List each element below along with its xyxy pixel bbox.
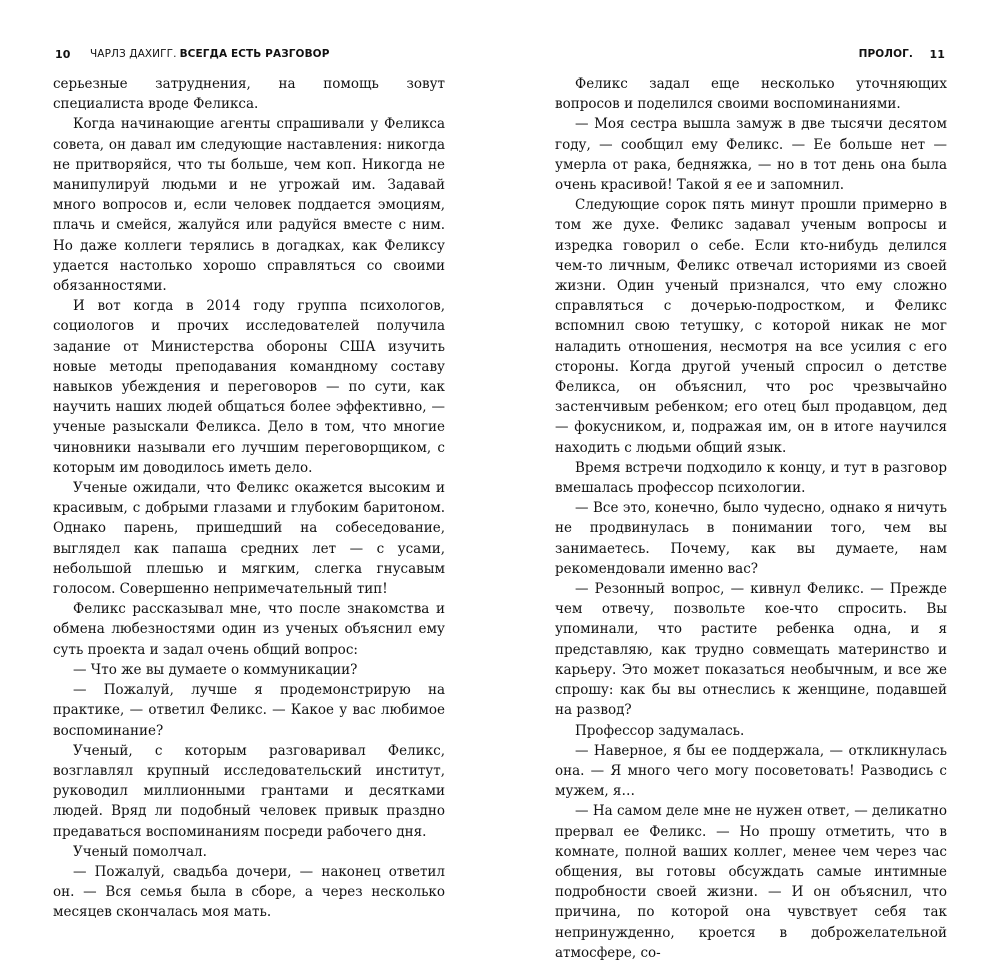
left-header-title: [90, 48, 330, 60]
paragraph: Следующие сорок пять минут прошли примерно в том же духе. Феликс задавал ученым вопросы и изредка говорил о себе. Если кто-нибудь делился чем-то личным, Феликс отвечал историями из своей жизни. Один ученый признался, что ему сложно справляться с дочерью-подростком, и Феликс вспомнил свою тетушку, с которой никак не мог наладить отношения, несмотря на все усилия с его стороны. Когда другой ученый спросил о детстве Феликса, он объяснил, что рос чрезвычайно застенчивым ребенком; его отец был продавцом, дед — фокусником, и, подражая им, он в итоге научился находить с людьми общий язык.: [555, 197, 947, 456]
paragraph: серьезные затруднения, на помощь зовут специалиста вроде Феликса.: [53, 76, 445, 113]
paragraph: И вот когда в 2014 году группа психологов, социологов и прочих исследователей получила задание от Министерства обороны США изучить новые методы преподавания командному составу навыков убеждения и переговоров — по сути, как научить наших людей общаться более эффективно, — ученые разыскали Феликса. Дело в том, что многие чиновники называли его лучшим переговорщиком, с которым им доводилось иметь дело.: [53, 298, 445, 476]
author-name: ЧАРЛЗ ДАХИГГ.: [90, 48, 177, 60]
dialogue-line: — Наверное, я бы ее поддержала, — откликнулась она. — Я много чего могу посоветовать! Разводись с мужем, я…: [555, 742, 947, 800]
dialogue-line: — Что же вы думаете о коммуникации?: [73, 661, 358, 678]
paragraph: Феликс рассказывал мне, что после знакомства и обмена любезностями один из ученых объяснил ему суть проекта и задал очень общий вопрос:: [53, 601, 445, 658]
paragraph: Ученый помолчал.: [73, 843, 207, 860]
paragraph: Ученый, с которым разговаривал Феликс, возглавлял крупный исследовательский институт, руководил миллионными грантами и десятками людей. Вряд ли подобный человек привык праздно предаваться воспоминаниям посреди рабочего дня.: [53, 742, 445, 840]
dialogue-line: — На самом деле мне не нужен ответ, — деликатно прервал ее Феликс. — Но прошу отметить, что в комнате, полной ваших коллег, менее чем через час общения, вы готовы обсуждать самые интимные подробности своей жизни. — И он объяснил, что причина, по которой она чувствует себя так непринужденно, кроется в доброжелательной атмосфере, со-: [555, 803, 947, 961]
right-page-number: 11: [929, 48, 945, 61]
paragraph: Время встречи подходило к концу, и тут в разговор вмешалась профессор психологии.: [555, 459, 947, 497]
right-page: [555, 0, 947, 961]
paragraph: Феликс задал еще несколько уточняющих вопросов и поделился своими воспоминаниями.: [555, 76, 947, 113]
dialogue-line: — Резонный вопрос, — кивнул Феликс. — Прежде чем отвечу, позвольте кое-что спросить. Вы упоминали, что растите ребенка одна, и я представляю, как трудно совмещать материнство и карьеру. Это может показаться необычным, и все же спрошу: как бы вы отнеслись к женщине, подавшей на развод?: [555, 581, 947, 719]
right-page-body: [555, 74, 947, 963]
right-running-header: [555, 48, 947, 64]
left-page-number: 10: [55, 48, 71, 61]
left-page: [53, 0, 445, 921]
paragraph: Профессор задумалась.: [575, 722, 745, 739]
paragraph: Когда начинающие агенты спрашивали у Феликса совета, он давал им следующие наставления: никогда не притворяйся, что ты больше, чем коп. Никогда не манипулируй людьми и не угрожай им. Задавай много вопросов и, если человек поддается эмоциям, плачь и смейся, жалуйся или радуйся вместе с ним. Но даже коллеги терялись в догадках, как Феликсу удается настолько хорошо справляться со своими обязанностями.: [53, 116, 445, 295]
dialogue-line: — Моя сестра вышла замуж в две тысячи десятом году, — сообщил ему Феликс. — Ее больше нет — умерла от рака, бедняжка, — но в тот день она была очень красивой! Такой я ее и запомнил.: [555, 116, 947, 194]
left-page-body: [53, 74, 445, 923]
book-title: ВСЕГДА ЕСТЬ РАЗГОВОР: [179, 48, 330, 60]
paragraph: Ученые ожидали, что Феликс окажется высоким и красивым, с добрыми глазами и глубоким баритоном. Однако парень, пришедший на собеседование, выглядел как папаша средних лет — с усами, небольшой плешью и мягким, слегка гнусавым голосом. Совершенно непримечательный тип!: [53, 480, 445, 598]
dialogue-line: — Все это, конечно, было чудесно, однако я ничуть не продвинулась в понимании того, чем вы занимаетесь. Почему, как вы думаете, нам рекомендовали именно вас?: [555, 500, 947, 577]
left-running-header: [53, 48, 445, 64]
dialogue-line: — Пожалуй, свадьба дочери, — наконец ответил он. — Вся семья была в сборе, а через несколько месяцев скончалась моя мать.: [53, 863, 445, 921]
dialogue-line: — Пожалуй, лучше я продемонстрирую на практике, — ответил Феликс. — Какое у вас любимое воспоминание?: [53, 682, 445, 739]
section-title: ПРОЛОГ.: [858, 48, 913, 60]
